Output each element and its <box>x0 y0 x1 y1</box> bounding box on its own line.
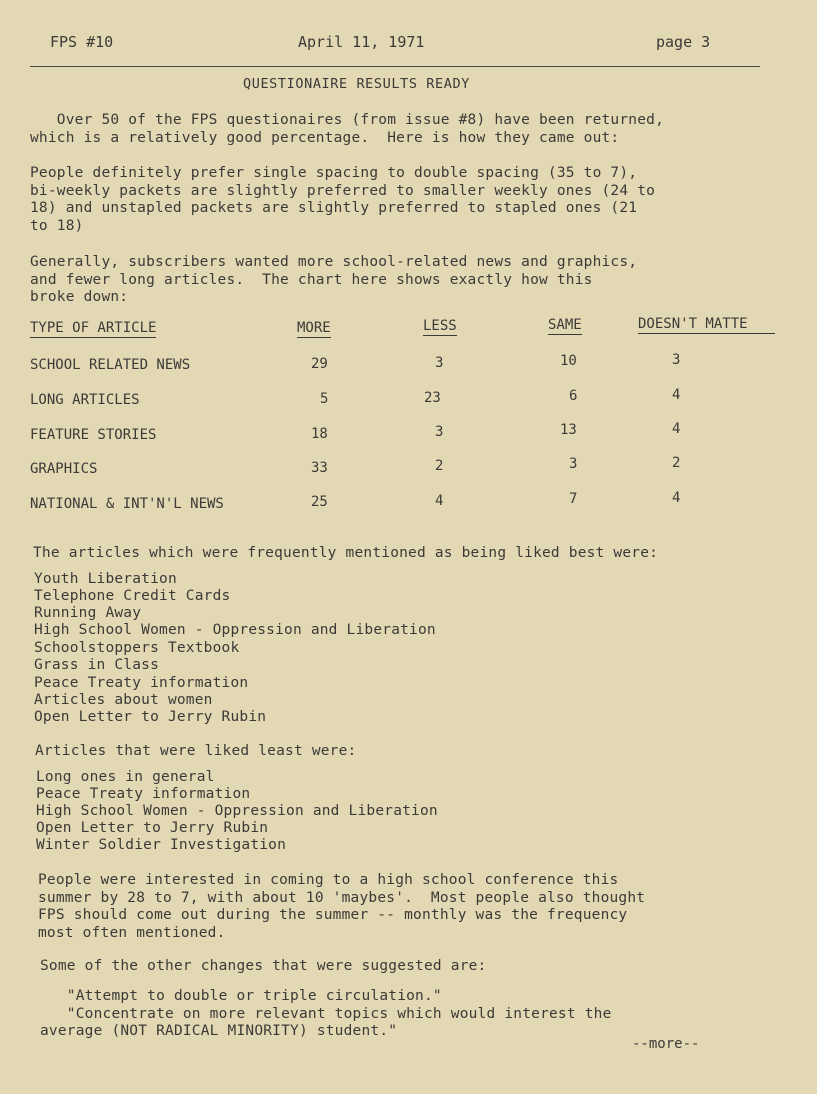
table-cell-same: 13 <box>560 422 577 438</box>
issue-date: April 11, 1971 <box>298 33 425 51</box>
table-row-label: GRAPHICS <box>30 461 98 477</box>
table-header-more: MORE <box>297 320 331 336</box>
table-header-type: TYPE OF ARTICLE <box>30 320 157 336</box>
preferences-paragraph: People definitely prefer single spacing to double spacing (35 to 7), bi-weekly packets are slightly preferred to smaller weekly ones (24 to 18) and unstapled packets are slightly preferred to stapled ones (21 to 18) <box>30 165 656 234</box>
table-cell-less: 4 <box>435 493 444 509</box>
table-cell-more: 29 <box>311 356 328 372</box>
list-item: Winter Soldier Investigation <box>36 837 287 853</box>
page-number: page 3 <box>656 33 711 51</box>
list-item: Peace Treaty information <box>36 786 251 802</box>
table-row-label: NATIONAL & INT'N'L NEWS <box>30 496 224 512</box>
table-cell-doesnt-matter: 4 <box>672 421 681 437</box>
chart-intro-paragraph: Generally, subscribers wanted more school-related news and graphics, and fewer long articles. The chart here shows exactly how this broke down: <box>30 254 638 305</box>
table-cell-less: 3 <box>435 424 444 440</box>
table-header-same: SAME <box>548 317 582 333</box>
table-cell-less: 3 <box>435 355 444 371</box>
suggestions-intro: Some of the other changes that were suggested are: <box>40 958 487 974</box>
table-cell-more: 33 <box>311 460 328 476</box>
header-rule <box>30 66 760 67</box>
liked-best-intro: The articles which were frequently mentioned as being liked best were: <box>33 545 659 561</box>
table-header-doesnt-matter: DOESN'T MATTE <box>638 316 775 334</box>
table-cell-more: 25 <box>311 494 328 510</box>
table-cell-doesnt-matter: 3 <box>672 352 681 368</box>
liked-least-intro: Articles that were liked least were: <box>35 743 357 759</box>
table-cell-more: 5 <box>320 391 329 407</box>
suggestions-quotes: "Attempt to double or triple circulation." "Concentrate on more relevant topics which would interest the average (NOT RADICAL MINORITY) student." <box>40 988 612 1039</box>
table-cell-doesnt-matter: 4 <box>672 490 681 506</box>
intro-paragraph: Over 50 of the FPS questionaires (from issue #8) have been returned, which is a relatively good percentage. Here is how they came out: <box>30 112 665 146</box>
table-cell-doesnt-matter: 4 <box>672 387 681 403</box>
list-item: Running Away <box>34 605 142 621</box>
table-cell-doesnt-matter: 2 <box>672 455 681 471</box>
article-title: QUESTIONAIRE RESULTS READY <box>243 76 470 92</box>
table-row-label: FEATURE STORIES <box>30 427 157 443</box>
table-cell-same: 10 <box>560 353 577 369</box>
list-item: Articles about women <box>34 692 213 708</box>
list-item: High School Women - Oppression and Liberation <box>34 622 436 638</box>
list-item: Telephone Credit Cards <box>34 588 231 604</box>
list-item: Schoolstoppers Textbook <box>34 640 240 656</box>
list-item: Long ones in general <box>36 769 215 785</box>
list-item: Open Letter to Jerry Rubin <box>34 709 267 725</box>
continued-marker: --more-- <box>632 1036 700 1052</box>
table-cell-same: 6 <box>569 388 578 404</box>
table-header-less: LESS <box>423 318 457 334</box>
conference-paragraph: People were interested in coming to a high school conference this summer by 28 to 7, with about 10 'maybes'. Most people also thought FPS should come out during the summer -- monthly was the frequency most often mentioned. <box>38 872 646 941</box>
table-row-label: SCHOOL RELATED NEWS <box>30 357 191 373</box>
table-cell-less: 23 <box>424 390 441 406</box>
list-item: Grass in Class <box>34 657 160 673</box>
list-item: Peace Treaty information <box>34 675 249 691</box>
table-cell-less: 2 <box>435 458 444 474</box>
table-cell-more: 18 <box>311 426 328 442</box>
list-item: Youth Liberation <box>34 571 177 587</box>
table-cell-same: 7 <box>569 491 578 507</box>
list-item: Open Letter to Jerry Rubin <box>36 820 269 836</box>
table-cell-same: 3 <box>569 456 578 472</box>
table-row-label: LONG ARTICLES <box>30 392 140 408</box>
list-item: High School Women - Oppression and Liberation <box>36 803 438 819</box>
issue-number: FPS #10 <box>50 33 114 51</box>
